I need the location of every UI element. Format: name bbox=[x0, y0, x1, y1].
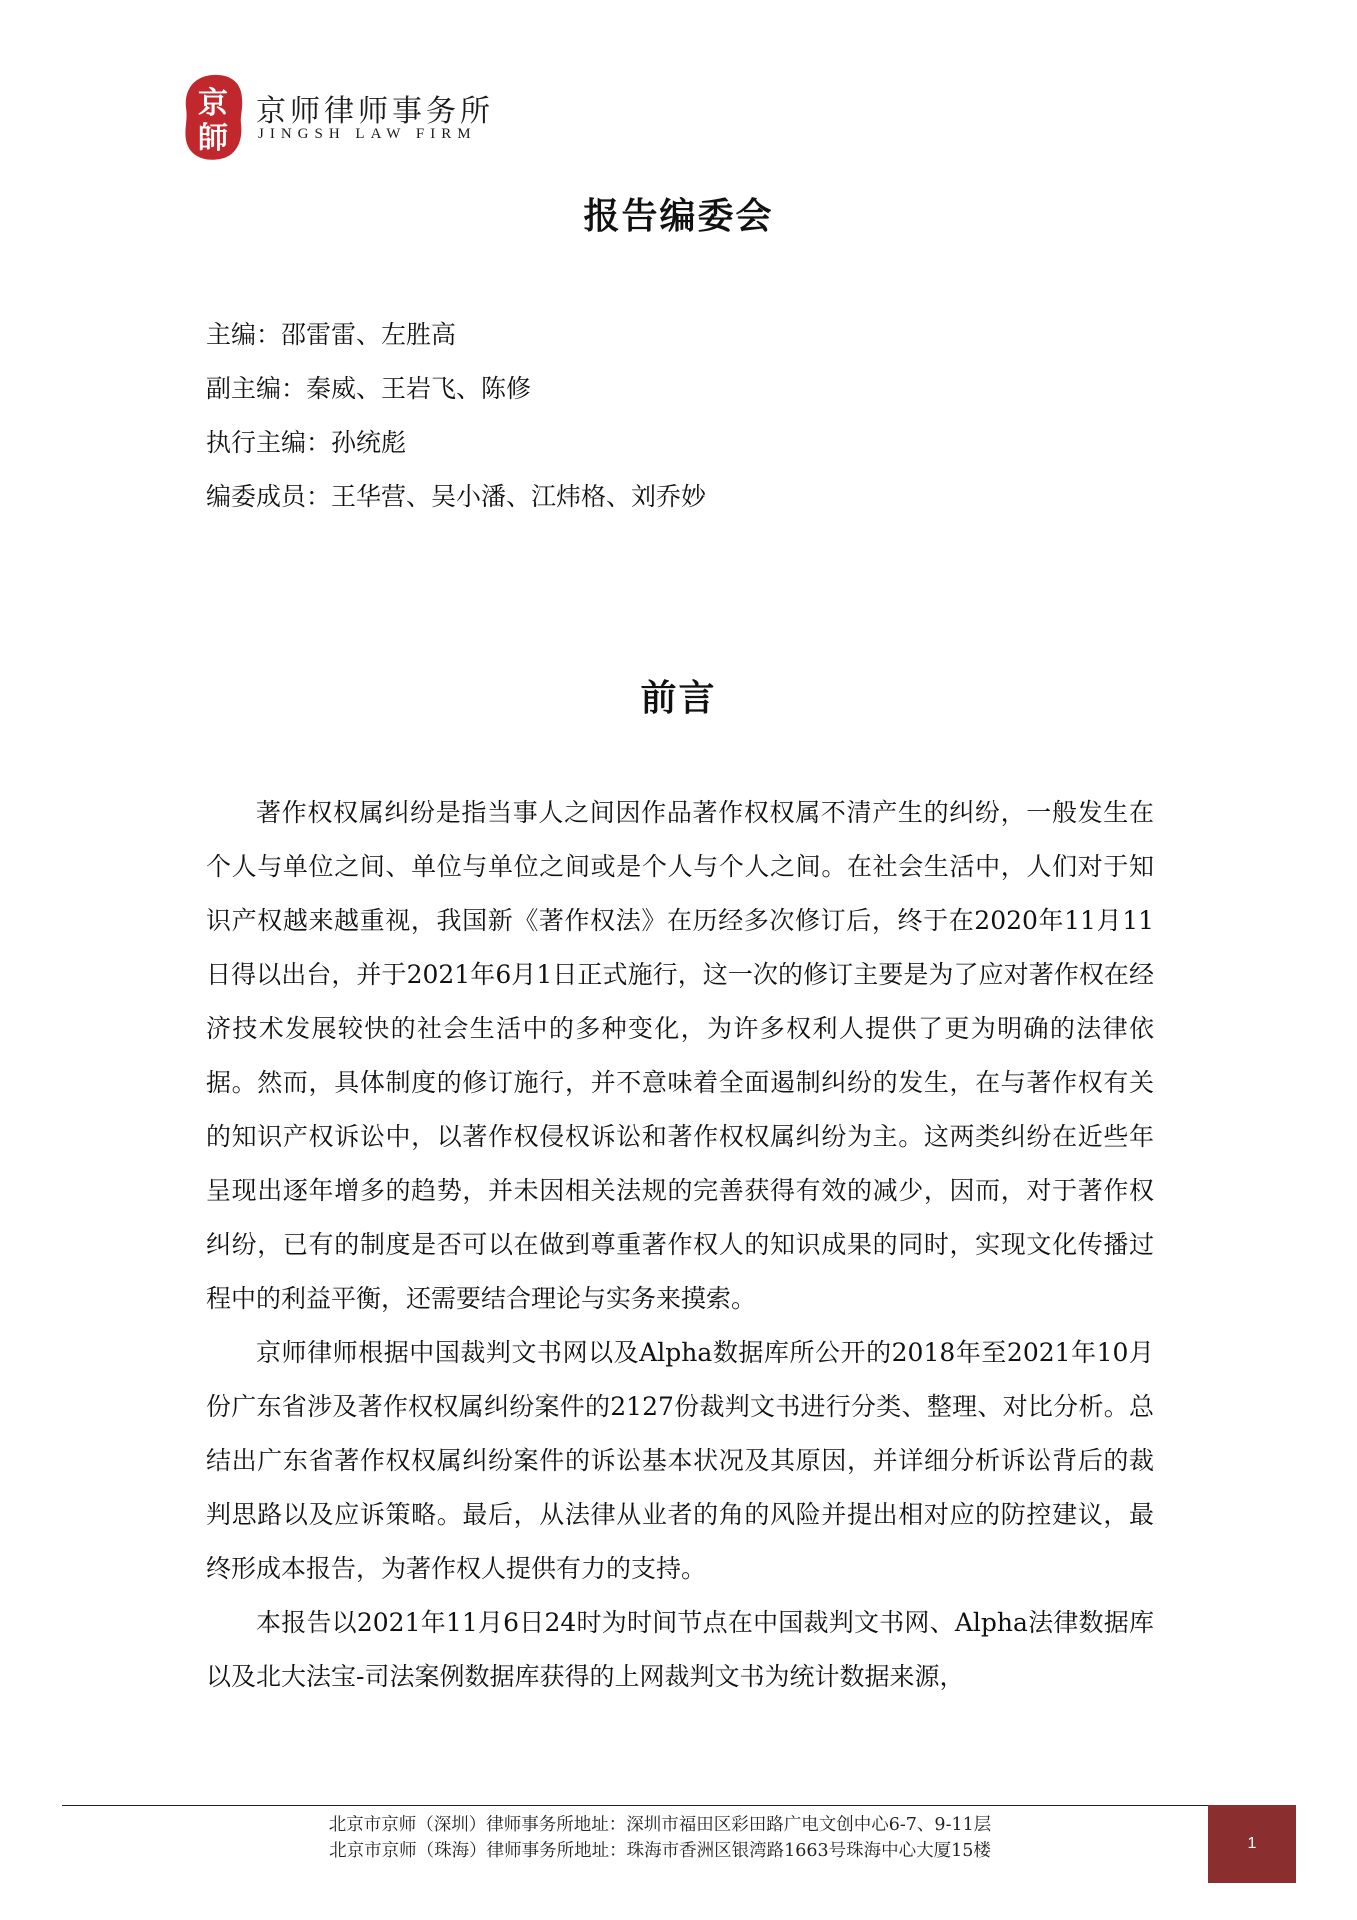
preface-body bbox=[206, 786, 1154, 1704]
preface-paragraph-1: 著作权权属纠纷是指当事人之间因作品著作权权属不清产生的纠纷，一般发生在个人与单位之间、单位与单位之间或是个人与个人之间。在社会生活中，人们对于知识产权越来越重视，我国新《著作权法》在历经多次修订后，终于在2020年11月11日得以出台，并于2021年6月1日正式施行，这一次的修订主要是为了应对著作权在经济技术发展较快的社会生活中的多种变化，为许多权利人提供了更为明确的法律依据。然而，具体制度的修订施行，并不意味着全面遏制纠纷的发生，在与著作权有关的知识产权诉讼中，以著作权侵权诉讼和著作权权属纠纷为主。这两类纠纷在近些年呈现出逐年增多的趋势，并未因相关法规的完善获得有效的减少，因而，对于著作权纠纷，已有的制度是否可以在做到尊重著作权人的知识成果的同时，实现文化传播过程中的利益平衡，还需要结合理论与实务来摸索。 bbox=[206, 798, 1154, 1313]
firm-name-en: JINGSH LAW FIRM bbox=[258, 126, 477, 142]
footer-address-shenzhen: 北京市京师（深圳）律师事务所地址：深圳市福田区彩田路广电文创中心6-7、9-11层 bbox=[328, 1815, 992, 1835]
board-line-deputy-editor: 副主编：秦威、王岩飞、陈修 bbox=[206, 374, 532, 403]
editorial-board-list bbox=[206, 308, 1166, 524]
firm-seal-logo bbox=[180, 72, 246, 162]
firm-name-cn: 京师律师事务所 bbox=[256, 94, 494, 129]
seal-char-2: 師 bbox=[198, 121, 228, 156]
board-line-members: 编委成员：王华营、吴小潘、江炜格、刘乔妙 bbox=[206, 482, 707, 511]
editorial-board-title: 报告编委会 bbox=[583, 196, 774, 237]
footer-address-zhuhai: 北京市京师（珠海）律师事务所地址：珠海市香洲区银湾路1663号珠海中心大厦15楼 bbox=[329, 1841, 991, 1861]
page-number: 1 bbox=[1247, 1835, 1257, 1852]
footer-addresses bbox=[180, 1812, 1140, 1864]
footer-divider bbox=[62, 1805, 1296, 1806]
preface-paragraph-2: 京师律师根据中国裁判文书网以及Alpha数据库所公开的2018年至2021年10月份广东省涉及著作权权属纠纷案件的2127份裁判文书进行分类、整理、对比分析。总结出广东省著作权权属纠纷案件的诉讼基本状况及其原因，并详细分析诉讼背后的裁判思路以及应诉策略。最后，从法律从业者的角的风险并提出相对应的防控建议，最终形成本报告，为著作权人提供有力的支持。 bbox=[206, 1338, 1154, 1583]
seal-char-1: 京 bbox=[198, 86, 228, 121]
preface-title: 前言 bbox=[640, 678, 717, 719]
page-number-badge bbox=[1208, 1805, 1296, 1883]
board-line-executive-editor: 执行主编：孙统彪 bbox=[206, 428, 407, 457]
board-line-chief-editor: 主编：邵雷雷、左胜高 bbox=[206, 320, 457, 349]
preface-paragraph-3: 本报告以2021年11月6日24时为时间节点在中国裁判文书网、Alpha法律数据库以及北大法宝-司法案例数据库获得的上网裁判文书为统计数据来源， bbox=[206, 1608, 1154, 1691]
